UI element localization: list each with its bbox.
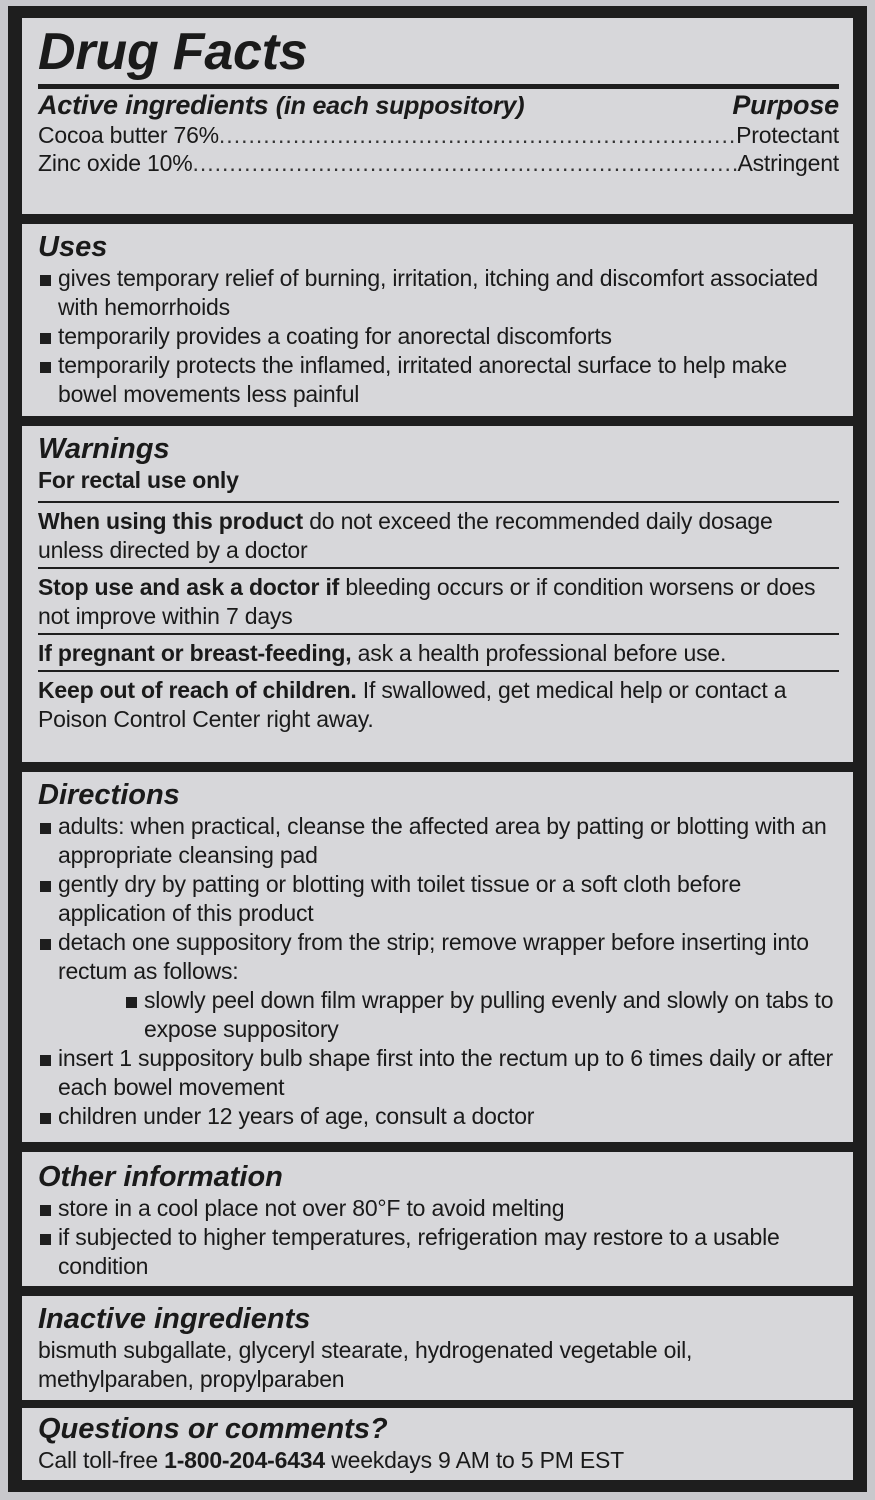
list-item: if subjected to higher temperatures, refrigeration may restore to a usable condition [38, 1223, 839, 1281]
list-item: children under 12 years of age, consult a doctor [38, 1102, 839, 1131]
drug-facts-panel [8, 6, 867, 1492]
ingredient: Zinc oxide 10% [38, 150, 193, 176]
warnings-box [22, 426, 853, 762]
directions-heading: Directions [38, 779, 180, 811]
other-information-heading: Other information [38, 1161, 283, 1193]
drug-facts-title: Drug Facts [38, 23, 308, 81]
list-item: insert 1 suppository bulb shape first into the rectum up to 6 times daily or after each bowel movement [38, 1044, 839, 1102]
purpose: Astringent [737, 150, 839, 176]
list-item: slowly peel down film wrapper by pulling evenly and slowly on tabs to expose suppository [38, 986, 839, 1044]
active-heading-note: (in each suppository) [275, 92, 525, 120]
questions-box [22, 1408, 853, 1480]
rectal-use-note: For rectal use only [38, 467, 239, 493]
active-heading-row [38, 91, 839, 121]
active-row [38, 121, 839, 149]
uses-heading: Uses [38, 231, 108, 263]
list-item: gives temporary relief of burning, irritation, itching and discomfort associated with hemorrhoids [38, 264, 839, 322]
contact-line: Call toll-free 1-800-204-6434 weekdays 9 AM to 5 PM EST [38, 1447, 625, 1473]
active-heading: Active ingredients [38, 90, 269, 120]
list-item: temporarily provides a coating for anorectal discomforts [38, 322, 839, 351]
directions-box [22, 772, 853, 1142]
inactive-ingredients-heading: Inactive ingredients [38, 1303, 311, 1335]
questions-heading: Questions or comments? [38, 1413, 388, 1445]
title-rule [38, 84, 839, 89]
list-item: gently dry by patting or blotting with toilet tissue or a soft cloth before application of this product [38, 870, 839, 928]
active-row [38, 149, 839, 177]
inactive-ingredients-box [22, 1296, 853, 1400]
purpose-heading: Purpose [732, 90, 839, 120]
uses-box [22, 224, 853, 416]
inactive-ingredients-list: bismuth subgallate, glyceryl stearate, hydrogenated vegetable oil, methylparaben, propylparaben [38, 1337, 693, 1392]
phone-number: 1-800-204-6434 [164, 1447, 325, 1473]
purpose: Protectant [736, 122, 839, 148]
children-warning: Keep out of reach of children. If swallowed, get medical help or contact a Poison Control Center right away. [38, 677, 787, 732]
active-ingredients-box [22, 18, 853, 214]
warnings-heading: Warnings [38, 433, 170, 465]
ingredient: Cocoa butter 76% [38, 122, 219, 148]
list-item: detach one suppository from the strip; remove wrapper before inserting into rectum as follows: [38, 928, 839, 986]
list-item: store in a cool place not over 80°F to avoid melting [38, 1194, 839, 1223]
other-information-box [22, 1152, 853, 1286]
list-item: adults: when practical, cleanse the affected area by patting or blotting with an appropriate cleansing pad [38, 812, 839, 870]
when-using-warning: When using this product do not exceed the recommended daily dosage unless directed by a doctor [38, 508, 773, 563]
stop-use-warning: Stop use and ask a doctor if bleeding occurs or if condition worsens or does not improve within 7 days [38, 574, 816, 629]
pregnancy-warning: If pregnant or breast-feeding, ask a health professional before use. [38, 640, 727, 666]
list-item: temporarily protects the inflamed, irritated anorectal surface to help make bowel movements less painful [38, 351, 839, 409]
